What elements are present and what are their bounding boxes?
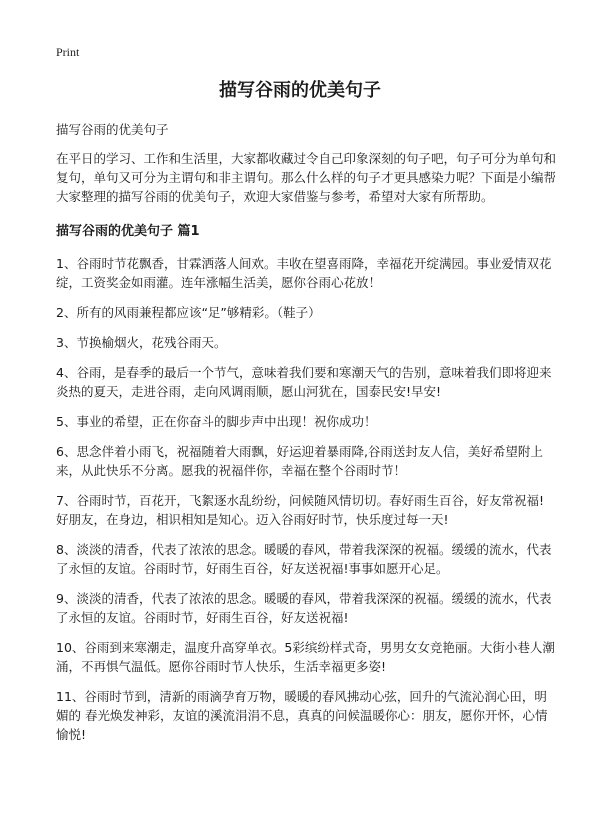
list-item: 2、所有的风雨兼程都应该“足”够精彩。（鞋子） — [56, 305, 321, 320]
section-heading: 描写谷雨的优美句子 篇1 — [56, 224, 200, 239]
document-body — [56, 120, 556, 755]
page-title: 描写谷雨的优美句子 — [219, 80, 381, 101]
list-item: 11、谷雨时节到，清新的雨滴孕育万物，暖暖的春风拂动心弦，回升的气流沁润心田，明媚的 春光焕发神彩，友谊的溪流涓涓不息，真真的问候温暖你心：朋友，愿你开怀，心情愉悦! — [56, 689, 548, 742]
sentence-list — [56, 254, 556, 744]
print-link[interactable]: Print — [56, 45, 80, 59]
list-item: 6、思念伴着小雨飞，祝福随着大雨飘，好运迎着暴雨降,谷雨送封友人信，美好希望附上来，从此快乐不分离。愿我的祝福伴你，幸福在整个谷雨时节！ — [56, 444, 543, 478]
document-subtitle: 描写谷雨的优美句子 — [56, 122, 169, 137]
list-item: 8、淡淡的清香，代表了浓浓的思念。暖暖的春风，带着我深深的祝福。缓缓的流水，代表了永恒的友谊。谷雨时节，好雨生百谷，好友送祝福!事事如愿开心足。 — [56, 542, 552, 576]
list-item: 1、谷雨时节花飘香，甘霖洒落人间欢。丰收在望喜雨降，幸福花开绽满园。事业爱情双花绽，工资奖金如雨灌。连年涨幅生活美，愿你谷雨心花放！ — [56, 256, 552, 290]
intro-paragraph: 在平日的学习、工作和生活里，大家都收藏过令自己印象深刻的句子吧，句子可分为单句和复句，单句又可分为主谓句和非主谓句。那么什么样的句子才更具感染力呢？下面是小编帮大家整理的描写谷雨的优美句子，欢迎大家借鉴与参考，希望对大家有所帮助。 — [56, 151, 557, 204]
list-item: 10、谷雨到来寒潮走，温度升高穿单衣。5彩缤纷样式奇，男男女女竞艳丽。大街小巷人潮涌，不再惧气温低。愿你谷雨时节人快乐，生活幸福更多姿! — [56, 640, 555, 674]
list-item: 9、淡淡的清香，代表了浓浓的思念。暖暖的春风，带着我深深的祝福。缓缓的流水，代表了永恒的友谊。谷雨时节，好雨生百谷，好友送祝福! — [56, 591, 552, 625]
list-item: 3、节换榆烟火，花残谷雨天。 — [56, 335, 227, 350]
list-item: 4、谷雨，是春季的最后一个节气，意味着我们要和寒潮天气的告别，意味着我们即将迎来炎热的夏天，走进谷雨，走向风调雨顺，愿山河犹在，国泰民安!早安! — [56, 365, 552, 399]
list-item: 7、谷雨时节，百花开，飞絮逐水乱纷纷，问候随风情切切。春好雨生百谷，好友常祝福!好朋友，在身边，相识相知是知心。迈入谷雨好时节，快乐度过每一天! — [56, 493, 544, 527]
list-item: 5、事业的希望，正在你奋斗的脚步声中出现！祝你成功！ — [56, 414, 377, 429]
